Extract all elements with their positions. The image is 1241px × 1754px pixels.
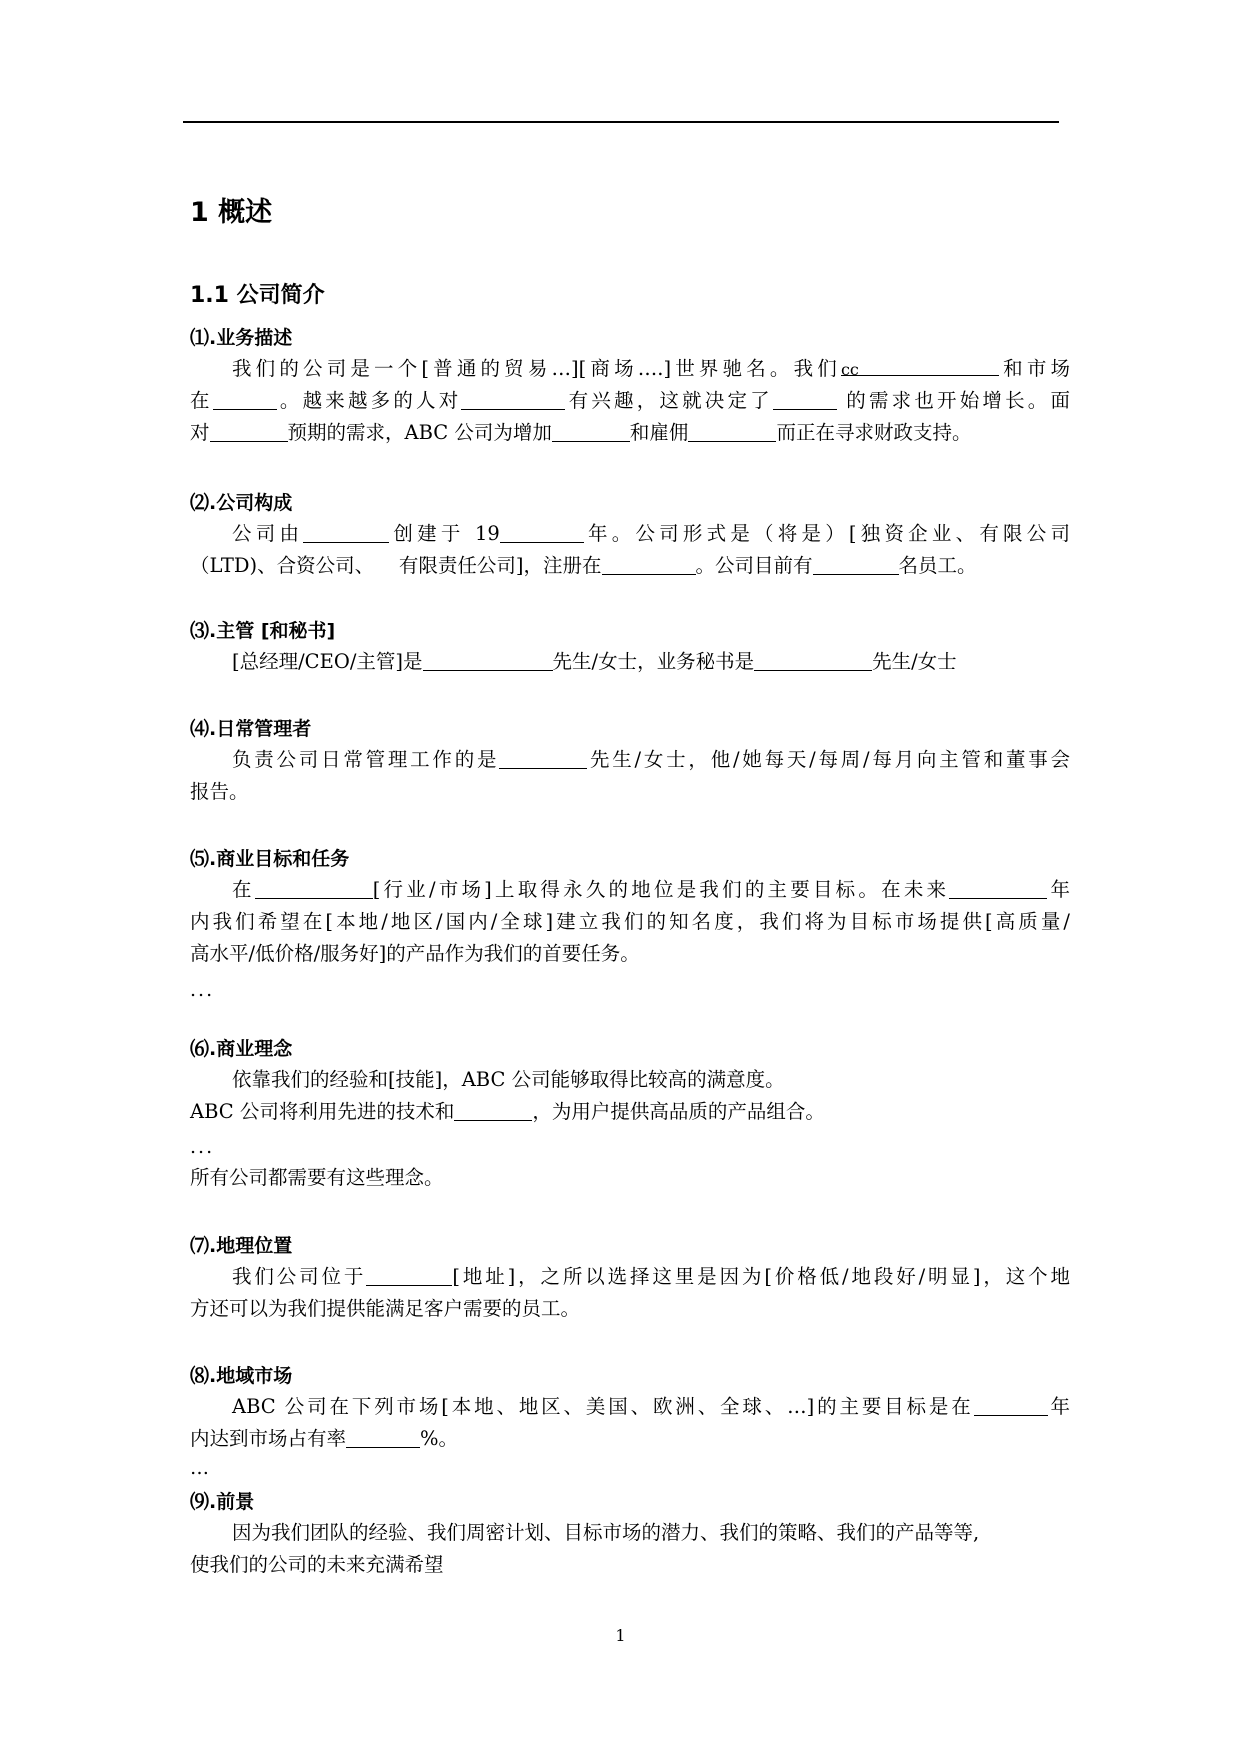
ellipsis: ... (190, 979, 215, 1001)
chapter-heading: 1 概述 (190, 197, 273, 228)
blank-field (602, 553, 696, 575)
business-philosophy-line-1: 依靠我们的经验和[技能]，ABC 公司能够取得比较高的满意度。 (232, 1068, 785, 1091)
prospects-title: ⑼.前景 (190, 1491, 255, 1513)
company-structure-line-2: （LTD)、合资公司、 有限责任公司]，注册在 。公司目前有 名员工。 (190, 554, 977, 577)
business-goals-title: ⑸.商业目标和任务 (190, 848, 350, 870)
blank-field (255, 877, 373, 899)
blank-field (461, 388, 565, 410)
daily-manager-line-2: 报告。 (190, 780, 249, 803)
ellipsis: … (190, 1457, 209, 1479)
regional-market-line-1: ABC 公司在下列市场[本地、地区、美国、欧洲、全球、…]的主要目标是在 年 (232, 1395, 1070, 1418)
blank-field (499, 747, 587, 769)
blank-field (500, 521, 584, 543)
blank-field: cc (841, 354, 999, 376)
business-philosophy-line-3: 所有公司都需要有这些理念。 (190, 1166, 444, 1189)
blank-field (552, 420, 630, 442)
blank-field (688, 420, 776, 442)
business-philosophy-line-2: ABC 公司将利用先进的技术和 ，为用户提供高品质的产品组合。 (190, 1100, 825, 1123)
business-philosophy-title: ⑹.商业理念 (190, 1038, 293, 1060)
blank-field (454, 1099, 532, 1121)
daily-manager-title: ⑷.日常管理者 (190, 718, 312, 740)
blank-field (210, 420, 288, 442)
business-description-line-2: 在 。越来越多的人对 有兴趣，这就决定了 的需求也开始增长。面 (190, 389, 1070, 412)
directors-title: ⑶.主管 [和秘书] (190, 620, 336, 642)
regional-market-line-2: 内达到市场占有率 %。 (190, 1427, 459, 1450)
prospects-line-2: 使我们的公司的未来充满希望 (190, 1553, 444, 1576)
header-rule (183, 121, 1059, 123)
prospects-line-1: 因为我们团队的经验、我们周密计划、目标市场的潜力、我们的策略、我们的产品等等, (232, 1521, 980, 1544)
location-line-1: 我们公司位于 [地址]，之所以选择这里是因为[价格低/地段好/明显]，这个地 (232, 1265, 1070, 1288)
business-goals-line-2: 内我们希望在[本地/地区/国内/全球]建立我们的知名度，我们将为目标市场提供[高质量/ (190, 910, 1070, 933)
location-title: ⑺.地理位置 (190, 1235, 293, 1257)
blank-field (974, 1394, 1048, 1416)
daily-manager-line-1: 负责公司日常管理工作的是 先生/女士，他/她每天/每周/每月向主管和董事会 (232, 748, 1070, 771)
blank-field (366, 1264, 452, 1286)
blank-field (754, 649, 872, 671)
location-line-2: 方还可以为我们提供能满足客户需要的员工。 (190, 1297, 581, 1320)
regional-market-title: ⑻.地域市场 (190, 1365, 293, 1387)
section-heading: 1.1 公司简介 (190, 283, 325, 308)
blank-field (949, 877, 1047, 899)
blank-field (813, 553, 899, 575)
blank-field (423, 649, 553, 671)
business-description-line-1: 我们的公司是一个[普通的贸易…][商场….]世界驰名。我们cc 和市场 (232, 354, 1070, 384)
business-goals-line-1: 在 [行业/市场]上取得永久的地位是我们的主要目标。在未来 年 (232, 878, 1070, 901)
business-description-line-3: 对 预期的需求，ABC 公司为增加 和雇佣 而正在寻求财政支持。 (190, 421, 972, 444)
blank-field (773, 388, 837, 410)
business-description-title: ⑴.业务描述 (190, 327, 293, 349)
page-number: 1 (615, 1626, 626, 1645)
company-structure-line-1: 公司由 创建于 19 年。公司形式是（将是）[独资企业、有限公司 (232, 522, 1070, 545)
company-structure-title: ⑵.公司构成 (190, 492, 293, 514)
blank-field (346, 1426, 420, 1448)
blank-field (303, 521, 389, 543)
business-goals-line-3: 高水平/低价格/服务好]的产品作为我们的首要任务。 (190, 942, 640, 965)
blank-field (213, 388, 277, 410)
ellipsis: ... (190, 1136, 215, 1158)
directors-line-1: [总经理/CEO/主管]是 先生/女士，业务秘书是 先生/女士 (232, 650, 957, 673)
